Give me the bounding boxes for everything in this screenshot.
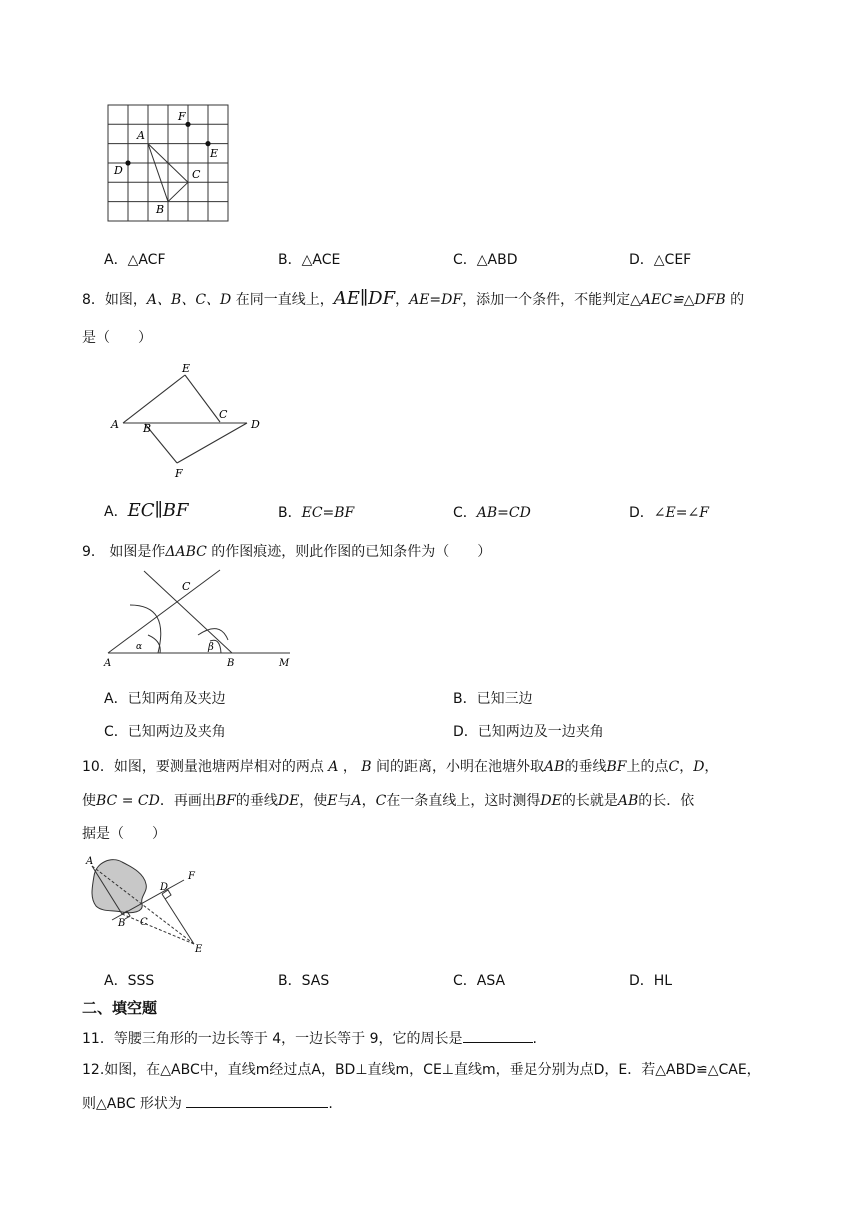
q9-label-beta: β: [208, 642, 214, 653]
q10-label-f: F: [188, 871, 195, 882]
q9-option-c[interactable]: C．已知两边及夹角: [104, 724, 226, 740]
q8-stem-line2: 是（ ）: [82, 330, 152, 346]
q10-label-a: A: [86, 856, 94, 867]
q10-label-b: B: [118, 918, 126, 929]
q9-label-b: B: [227, 658, 235, 669]
q8-option-b[interactable]: B．EC=BF: [278, 505, 355, 521]
q9-stem: 9． 如图是作ΔABC 的作图痕迹，则此作图的已知条件为（ ）: [82, 544, 492, 560]
q7-label-e: E: [210, 147, 219, 160]
q8-label-f: F: [175, 467, 183, 480]
q9-option-a[interactable]: A．已知两角及夹边: [104, 691, 226, 707]
q8-label-e: E: [182, 362, 191, 375]
q7-grid-figure: [100, 100, 240, 230]
q10-option-d[interactable]: D．HL: [629, 973, 673, 989]
q12-stem-line2: 则△ABC 形状为 .: [82, 1093, 333, 1113]
q10-stem-line3: 据是（ ）: [82, 826, 166, 842]
q7-label-b: B: [156, 203, 165, 216]
q8-label-c: C: [219, 408, 228, 421]
q10-stem-line2: 使BC = CD．再画出BF的垂线DE，使E与A，C在一条直线上，这时测得DE的长就是AB的长．依: [82, 793, 695, 809]
q10-option-a[interactable]: A．SSS: [104, 973, 155, 989]
q7-option-d[interactable]: D．△CEF: [629, 252, 692, 268]
q9-label-m: M: [279, 658, 290, 669]
q10-option-b[interactable]: B．SAS: [278, 973, 330, 989]
q10-label-c: C: [140, 917, 148, 928]
q8-label-a: A: [111, 418, 119, 431]
q9-label-a: A: [104, 658, 112, 669]
q10-label-d: D: [160, 882, 169, 893]
q12-stem-line1: 12.如图，在△ABC中，直线m经过点A，BD⊥直线m，CE⊥直线m，垂足分别为点D，E．若△ABD≌△CAE，: [82, 1062, 761, 1078]
q9-option-d[interactable]: D．已知两边及一边夹角: [453, 724, 604, 740]
section-title-fill-in: 二、填空题: [82, 999, 158, 1017]
q8-figure: [105, 360, 275, 480]
q12-answer-blank[interactable]: [186, 1093, 328, 1108]
q11-answer-blank[interactable]: [463, 1028, 533, 1043]
q10-figure: [82, 852, 212, 962]
q8-label-b: B: [143, 422, 152, 435]
q7-option-b[interactable]: B．△ACE: [278, 252, 341, 268]
q8-label-d: D: [251, 418, 260, 431]
q7-label-f: F: [178, 110, 186, 123]
q7-option-c[interactable]: C．△ABD: [453, 252, 518, 268]
q7-option-a[interactable]: A．△ACF: [104, 252, 166, 268]
q10-option-c[interactable]: C．ASA: [453, 973, 506, 989]
q9-option-b[interactable]: B．已知三边: [453, 691, 533, 707]
q9-label-c: C: [182, 580, 191, 593]
q10-label-e: E: [195, 944, 203, 955]
q11-stem: 11．等腰三角形的一边长等于 4，一边长等于 9，它的周长是 .: [82, 1028, 537, 1048]
q8-stem-line1: 8．如图，A、B、C、D 在同一直线上，AE∥DF，AE=DF，添加一个条件，不能判定△AEC≌△DFB 的: [82, 288, 745, 309]
q7-label-d: D: [114, 164, 123, 177]
q7-label-a: A: [137, 129, 145, 142]
q9-figure: [100, 565, 300, 675]
q8-option-d[interactable]: D．∠E=∠F: [629, 505, 709, 521]
q8-option-c[interactable]: C．AB=CD: [453, 505, 531, 521]
q7-label-c: C: [192, 168, 201, 181]
q10-stem-line1: 10．如图，要测量池塘两岸相对的两点 A ， B 间的距离，小明在池塘外取AB的垂线BF上的点C，D，: [82, 759, 719, 775]
q8-option-a[interactable]: A．EC∥BF: [104, 500, 189, 521]
q9-label-alpha: α: [136, 642, 143, 652]
